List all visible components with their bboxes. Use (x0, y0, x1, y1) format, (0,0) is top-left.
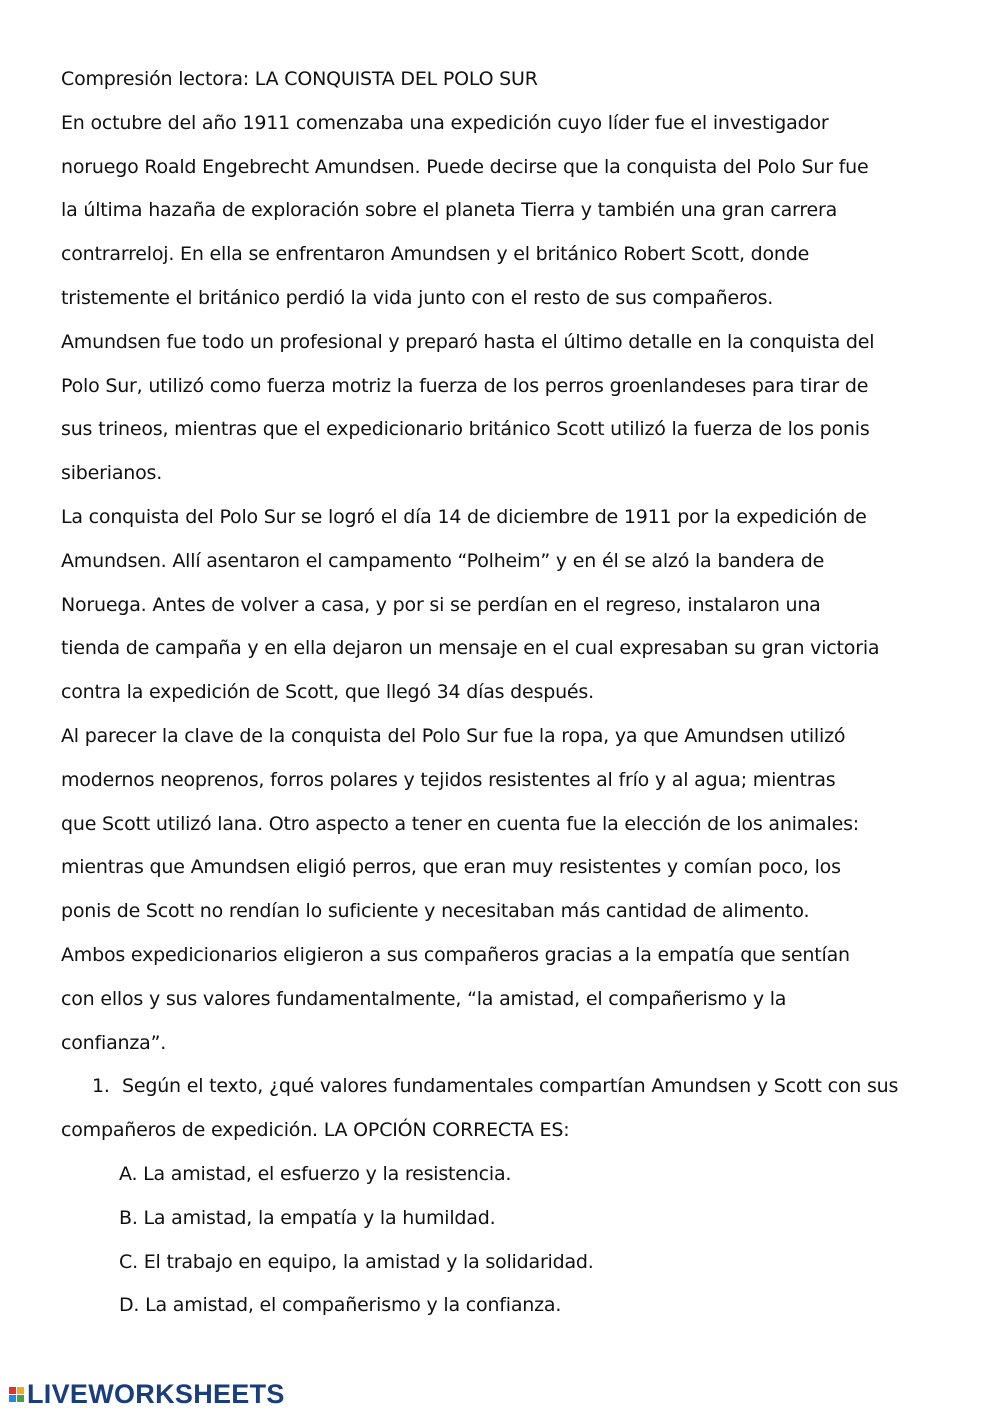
paragraph-2-line: Polo Sur, utilizó como fuerza motriz la fuerza de los perros groenlandeses para tirar de (61, 374, 869, 397)
paragraph-4-line: con ellos y sus valores fundamentalmente, “la amistad, el compañerismo y la (61, 987, 787, 1010)
paragraph-4-line: confianza”. (61, 1031, 167, 1054)
logo-square (17, 1395, 24, 1402)
logo-square (9, 1387, 16, 1394)
paragraph-4-line: Ambos expedicionarios eligieron a sus compañeros gracias a la empatía que sentían (61, 943, 850, 966)
answer-option-c[interactable]: C. El trabajo en equipo, la amistad y la solidaridad. (119, 1250, 594, 1273)
question-number: 1. (92, 1075, 110, 1098)
paragraph-4-line: mientras que Amundsen eligió perros, que eran muy resistentes y comían poco, los (61, 856, 841, 879)
liveworksheets-logo[interactable] (9, 1379, 285, 1409)
paragraph-2-line: Amundsen fue todo un profesional y preparó hasta el último detalle en la conquista del (61, 330, 875, 353)
paragraph-2-line: siberianos. (61, 462, 163, 485)
paragraph-3-line: Noruega. Antes de volver a casa, y por si se perdían en el regreso, instalaron una (61, 593, 821, 616)
paragraph-1-line: En octubre del año 1911 comenzaba una expedición cuyo líder fue el investigador (61, 111, 829, 134)
paragraph-1-line: contrarreloj. En ella se enfrentaron Amundsen y el británico Robert Scott, donde (61, 243, 810, 266)
paragraph-4-line: Al parecer la clave de la conquista del Polo Sur fue la ropa, ya que Amundsen utilizó (61, 724, 846, 747)
paragraph-4-line: modernos neoprenos, forros polares y tejidos resistentes al frío y al agua; mientras (61, 768, 836, 791)
paragraph-1-line: noruego Roald Engebrecht Amundsen. Puede decirse que la conquista del Polo Sur fue (61, 155, 869, 178)
worksheet-content (61, 58, 941, 1328)
logo-squares-icon (9, 1387, 24, 1402)
question-1 (61, 1065, 941, 1109)
answer-option-d[interactable]: D. La amistad, el compañerismo y la confianza. (119, 1294, 562, 1317)
question-text-line-1: Según el texto, ¿qué valores fundamentales compartían Amundsen y Scott con sus (122, 1075, 899, 1098)
answer-option-b[interactable]: B. La amistad, la empatía y la humildad. (119, 1206, 496, 1229)
question-text-line-2: compañeros de expedición. LA OPCIÓN CORRECTA ES: (61, 1119, 570, 1142)
paragraph-3-line: contra la expedición de Scott, que llegó 34 días después. (61, 681, 594, 704)
paragraph-3-line: Amundsen. Allí asentaron el campamento “Polheim” y en él se alzó la bandera de (61, 549, 825, 572)
paragraph-3-line: La conquista del Polo Sur se logró el día 14 de diciembre de 1911 por la expedición de (61, 505, 867, 528)
paragraph-1-line: tristemente el británico perdió la vida junto con el resto de sus compañeros. (61, 286, 774, 309)
logo-square (9, 1395, 16, 1402)
paragraph-2-line: sus trineos, mientras que el expedicionario británico Scott utilizó la fuerza de los ponis (61, 418, 870, 441)
answer-option-a[interactable]: A. La amistad, el esfuerzo y la resistencia. (119, 1162, 512, 1185)
logo-square (17, 1387, 24, 1394)
paragraph-4-line: ponis de Scott no rendían lo suficiente y necesitaban más cantidad de alimento. (61, 900, 810, 923)
page-title: Compresión lectora: LA CONQUISTA DEL POLO SUR (61, 68, 538, 90)
paragraph-4-line: que Scott utilizó lana. Otro aspecto a tener en cuenta fue la elección de los animales: (61, 812, 859, 835)
logo-text: LIVEWORKSHEETS (27, 1378, 285, 1409)
paragraph-3-line: tienda de campaña y en ella dejaron un mensaje en el cual expresaban su gran victoria (61, 637, 880, 660)
paragraph-1-line: la última hazaña de exploración sobre el planeta Tierra y también una gran carrera (61, 199, 838, 222)
